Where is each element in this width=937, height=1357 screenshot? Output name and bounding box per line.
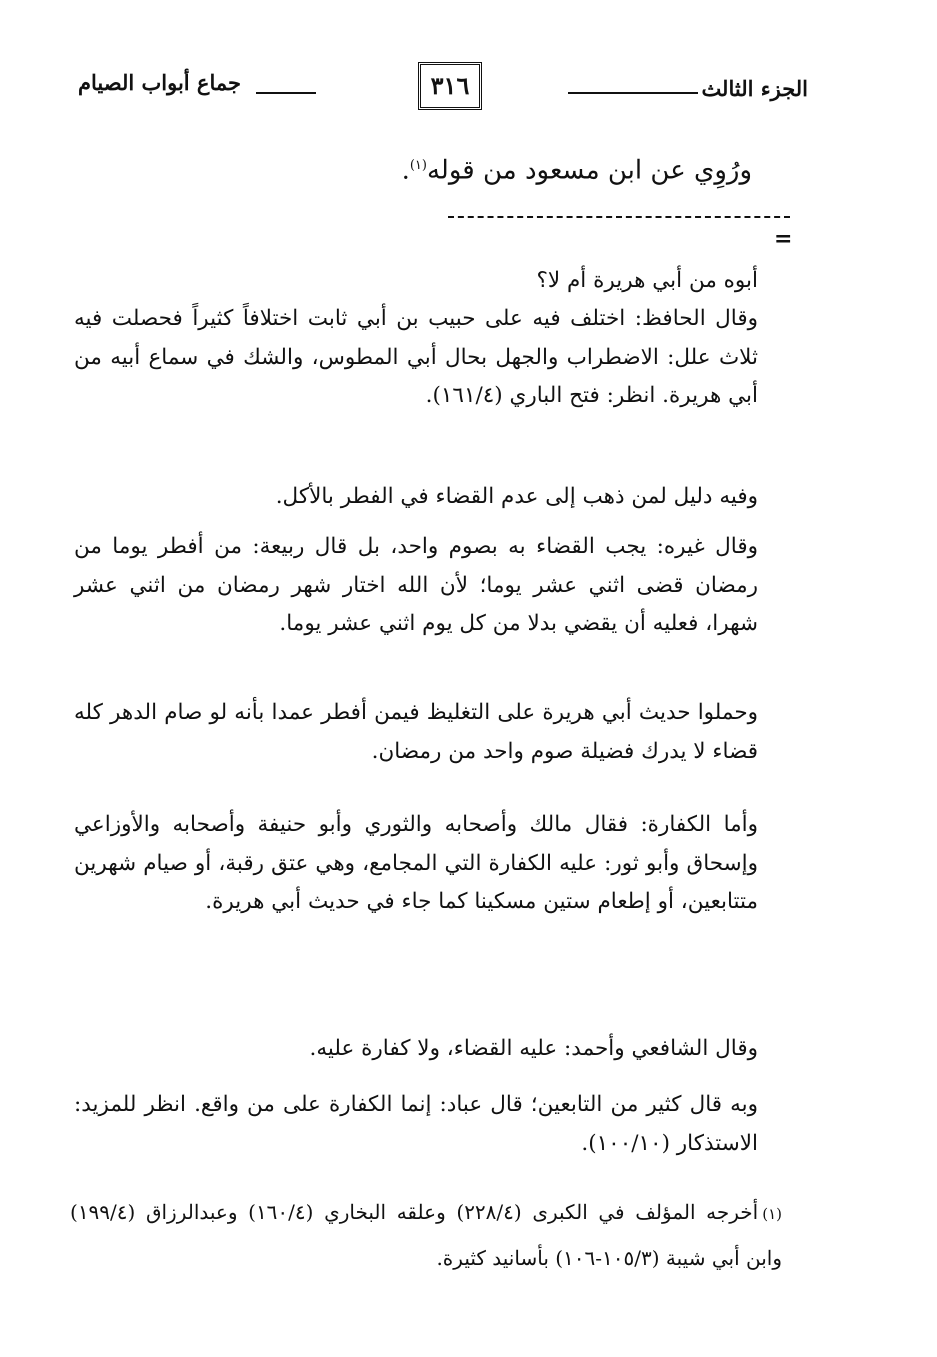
main-text-line [402,146,752,191]
dashed-separator [448,216,790,218]
commentary-paragraph-4: وقال غيره: يجب القضاء به بصوم واحد، بل قال ربيعة: من أفطر يوما من رمضان قضى اثني عشر يوما؛ لأن الله اختار شهر رمضان من اثني عشر شهرا، فعليه أن يقضي بدلا من كل يوم اثني عشر يوما. [74,534,758,636]
footnote-reference: (١) [409,158,427,173]
commentary-paragraph-3: وفيه دليل لمن ذهب إلى عدم القضاء في الفطر بالأكل. [275,484,758,509]
page-number: ٣١٦ [418,62,482,110]
commentary-paragraph-1: أبوه من أبي هريرة أم لا؟ [536,268,758,293]
header-rule-right [568,92,698,94]
header-rule-left [256,92,316,94]
volume-title: الجزء الثالث [701,76,808,101]
main-text-end: . [401,155,410,186]
footnote [70,1190,782,1280]
commentary-paragraph-8: وبه قال كثير من التابعين؛ قال عباد: إنما الكفارة على من واقع. انظر للمزيد: الاستذكار (١٠٠/١٠). [74,1092,758,1156]
chapter-title: جماع أبواب الصيام [78,70,241,95]
footnote-text: أخرجه المؤلف في الكبرى (٢٢٨/٤) وعلقه البخاري (١٦٠/٤) وعبدالرزاق (١٩٩/٤) وابن أبي شيبة (١٠٥/٣-١٠٦) بأسانيد كثيرة. [70,1200,782,1270]
continuation-mark: = [774,226,793,252]
commentary-paragraph-7: وقال الشافعي وأحمد: عليه القضاء، ولا كفارة عليه. [309,1036,758,1061]
footnote-number: (١) [762,1205,783,1223]
commentary-paragraph-6: وأما الكفارة: فقال مالك وأصحابه والثوري وأبو حنيفة وأصحابه والأوزاعي وإسحاق وأبو ثور: عليه الكفارة التي المجامع، وهي عتق رقبة، أو صيام شهرين متتابعين، أو إطعام ستين مسكينا كما جاء في حديث أبي هريرة. [74,812,758,914]
commentary-paragraph-5: وحملوا حديث أبي هريرة على التغليظ فيمن أفطر عمدا بأنه لو صام الدهر كله قضاء لا يدرك فضيلة صوم واحد من رمضان. [74,700,758,764]
commentary-paragraph-2: وقال الحافظ: اختلف فيه على حبيب بن أبي ثابت اختلافاً كثيراً فحصلت فيه ثلاث علل: الاضطراب والجهل بحال أبي المطوس، والشك في سماع أبيه من أبي هريرة. انظر: فتح الباري (١٦١/٤). [74,306,758,408]
running-header [78,62,808,122]
main-text: ورُوِي عن ابن مسعود من قوله [426,155,752,186]
